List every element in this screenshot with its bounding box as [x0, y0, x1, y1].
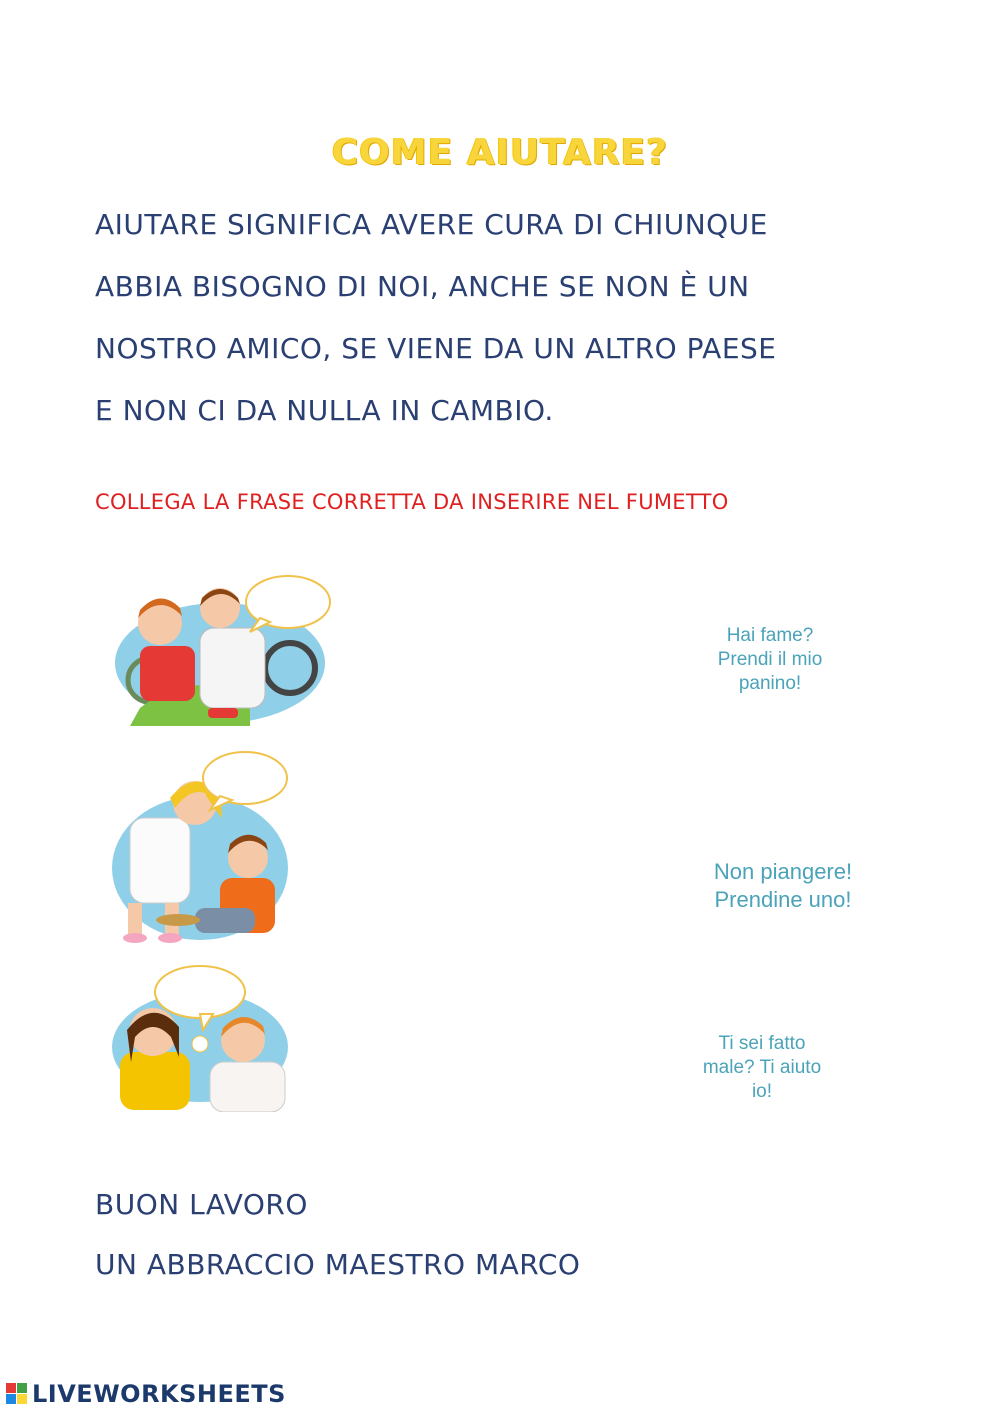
liveworksheets-icon [6, 1383, 28, 1405]
illustration-crying-girl [105, 962, 310, 1112]
phrase-1-line: Hai fame? [726, 625, 814, 646]
phrase-option-1[interactable] [675, 624, 865, 695]
intro-line-1: AIUTARE SIGNIFICA AVERE CURA DI CHIUNQUE [95, 208, 768, 241]
closing-line-1: BUON LAVORO [95, 1188, 308, 1221]
phrase-2-line: Non piangere! [713, 859, 853, 884]
intro-line-3: NOSTRO AMICO, SE VIENE DA UN ALTRO PAESE [95, 332, 777, 365]
closing-line-2: UN ABBRACCIO MAESTRO MARCO [95, 1248, 581, 1281]
phrase-3-line: io! [751, 1080, 773, 1102]
illustration-bike-fall [110, 568, 335, 728]
phrase-2-line: Prendine uno! [714, 886, 852, 912]
phrase-3-line: male? Ti aiuto [702, 1056, 822, 1078]
phrase-option-2[interactable] [688, 858, 878, 913]
intro-line-4: E NON CI DA NULLA IN CAMBIO. [95, 394, 554, 427]
phrase-3-line: Ti sei fatto [718, 1033, 806, 1054]
page-title: COME AIUTARE? [331, 132, 669, 173]
phrase-1-line: panino! [738, 672, 802, 694]
liveworksheets-logo [6, 1380, 286, 1408]
instruction-text: COLLEGA LA FRASE CORRETTA DA INSERIRE NEL FUMETTO [95, 490, 729, 514]
brand-text: LIVEWORKSHEETS [32, 1380, 286, 1408]
phrase-1-line: Prendi il mio [717, 648, 823, 670]
intro-line-2: ABBIA BISOGNO DI NOI, ANCHE SE NON È UN [95, 270, 750, 303]
phrase-option-3[interactable] [667, 1032, 857, 1103]
illustration-sharing-food [110, 748, 290, 953]
